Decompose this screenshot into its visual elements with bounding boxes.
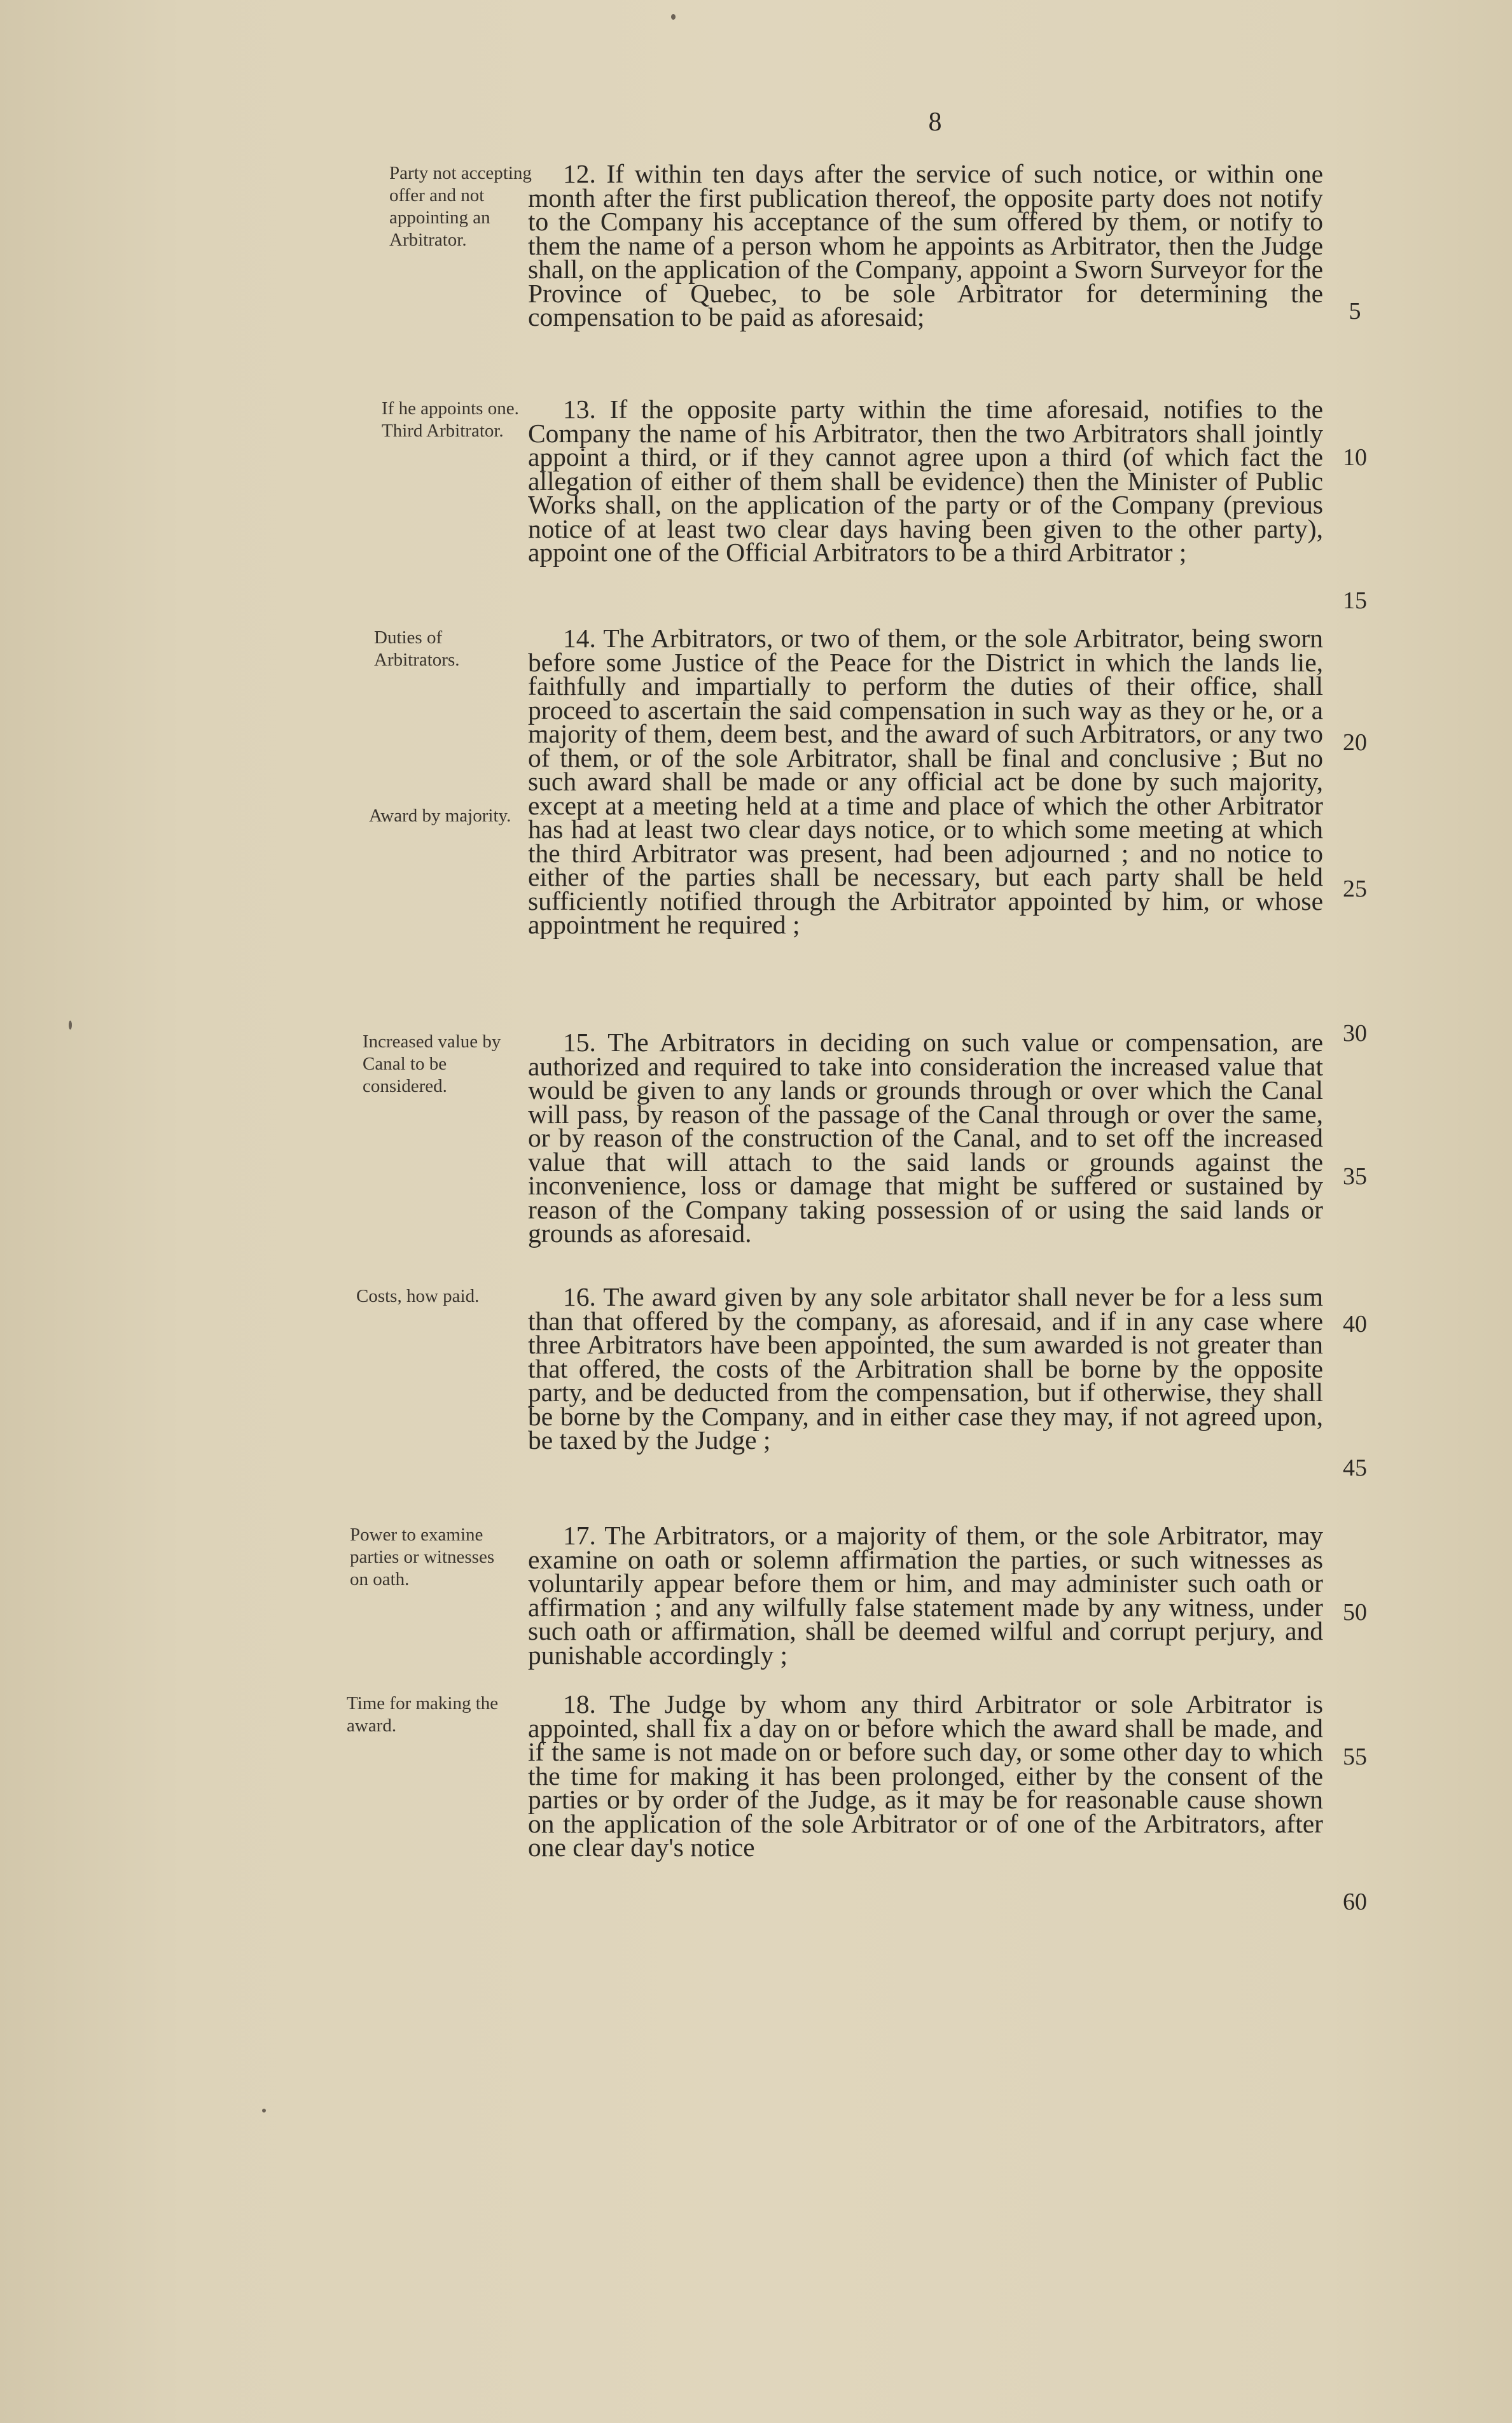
margin-note: Duties of Arbitrators. <box>374 627 460 670</box>
line-number: 40 <box>1343 1311 1367 1337</box>
line-number: 20 <box>1343 729 1367 756</box>
section-text: 16. The award given by any sole arbitator shall never be for a less sum than that offered by the company, as aforesaid, and if in any case where three Arbitrators have been appointed, the sum awarded is not greater than that offered, the costs of the Arbitration shall be borne by the opposite party, and be deducted from the compensation, but if otherwise, they shall be borne by the Company, and in either case they may, if not agreed upon, be taxed by the Judge ; <box>528 1282 1323 1455</box>
margin-note: Increased value by Canal to be considered. <box>363 1031 501 1096</box>
margin-note: If he appoints one. Third Arbitrator. <box>382 398 519 441</box>
line-number: 15 <box>1343 587 1367 614</box>
paper-speck <box>69 1021 72 1030</box>
margin-note: Party not accepting offer and not appointing an Arbitrator. <box>389 163 532 250</box>
section-text: 12. If within ten days after the service of such notice, or within one month after the first publication thereof, the opposite party does not notify to the Company his acceptance of the sum offered by them, or notify to them the name of a person whom he appoints as Arbitrator, then the Judge shall, on the application of the Company, appoint a Sworn Surveyor for the Province of Quebec, to be sole Arbitrator for determining the compensation to be paid as aforesaid; <box>528 159 1323 332</box>
line-number: 55 <box>1343 1743 1367 1770</box>
section-text: 17. The Arbitrators, or a majority of them, or the sole Arbitrator, may examine on oath or solemn affirmation the parties, or such witnesses as voluntarily appear before them or him, and may administer such oath or affirmation ; and any wilfully false statement made by any witness, under such oath or affirmation, shall be deemed wilful and corrupt perjury, and punishable accordingly ; <box>528 1521 1323 1670</box>
section-text: 15. The Arbitrators in deciding on such value or compensation, are authorized and required to take into consideration the increased value that would be given to any lands or grounds through or over which the Canal will pass, by reason of the passage of the Canal through or over the same, or by reason of the construction of the Canal, and to set off the increased value that will attach to the said lands or grounds against the inconvenience, loss or damage that might be suffered or sustained by reason of the Company taking possession of or using the said lands or grounds as aforesaid. <box>528 1028 1323 1248</box>
section-text: 13. If the opposite party within the time aforesaid, notifies to the Company the name of his Arbitrator, then the two Arbitrators shall jointly appoint a third, or if they cannot agree upon a third (of which fact the allegation of either of them shall be evidence) then the Minister of Public Works shall, on the application of the party or of the Company (previous notice of at least two clear days having been given to the other party), appoint one of the Official Arbitrators to be a third Arbitrator ; <box>528 395 1323 567</box>
line-number: 35 <box>1343 1163 1367 1190</box>
page-number: 8 <box>928 108 942 137</box>
line-number: 60 <box>1343 1889 1367 1915</box>
paper-speck <box>671 14 676 20</box>
line-number: 10 <box>1343 444 1367 471</box>
line-number: 5 <box>1349 298 1361 325</box>
section-text: 18. The Judge by whom any third Arbitrator or sole Arbitrator is appointed, shall fix a day on or before which the award shall be made, and if the same is not made on or before such day, or some other day to which the time for making it has been prolonged, either by the consent of the parties or by order of the Judge, as it may be for reasonable cause shown on the application of the sole Arbitrator or of one of the Arbitrators, after one clear day's notice <box>528 1689 1323 1862</box>
margin-note: Power to examine parties or witnesses on oath. <box>350 1525 495 1589</box>
margin-note-award-by-majority: Award by majority. <box>369 806 511 826</box>
margin-note: Costs, how paid. <box>356 1286 480 1306</box>
paper-speck <box>262 2109 266 2112</box>
section-text: 14. The Arbitrators, or two of them, or the sole Arbitrator, being sworn before some Justice of the Peace for the District in which the lands lie, faithfully and impartially to perform the duties of their office, shall proceed to ascertain the said compensation in such way as they or he, or a majority of them, deem best, and the award of such Arbitrators, or any two of them, or of the sole Arbitrator, shall be final and conclusive ; But no such award shall be made or any official act be done by such majority, except at a meeting held at a time and place of which the other Arbitrator has had at least two clear days notice, or to which some meeting at which the third Arbitrator was present, had been adjourned ; and no notice to either of the parties shall be necessary, but each party shall be held sufficiently notified through the Arbitrator appointed by him, or whose appointment he required ; <box>528 624 1323 939</box>
margin-note: Time for making the award. <box>347 1693 499 1736</box>
line-number: 30 <box>1343 1020 1367 1047</box>
line-number: 25 <box>1343 876 1367 902</box>
line-number: 50 <box>1343 1599 1367 1626</box>
line-number: 45 <box>1343 1455 1367 1481</box>
